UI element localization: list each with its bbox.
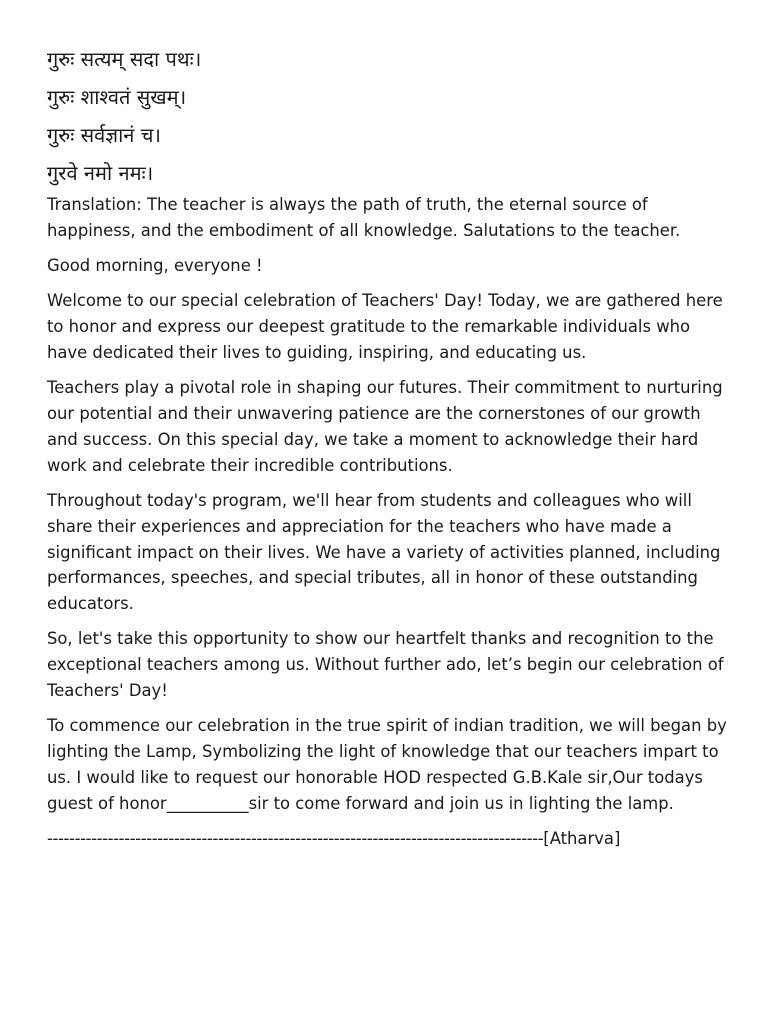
greeting-paragraph: Good morning, everyone ! — [47, 256, 263, 276]
shloka-line-4: गुरवे नमो नमः। — [47, 161, 154, 185]
shloka-line-2: गुरुः शाश्वतं सुखम्। — [47, 85, 187, 109]
translation-paragraph: Translation: The teacher is always the path of truth, the eternal source of happiness, and the embodiment of all knowledge. Salutations to the teacher. — [47, 195, 681, 240]
shloka-line-1: गुरुः सत्यम् सदा पथः। — [47, 47, 202, 71]
thanks-paragraph: So, let's take this opportunity to show our heartfelt thanks and recognition to the exceptional teachers among us. Without further ado, let’s begin our celebration of Teachers' Day! — [47, 629, 724, 701]
program-paragraph: Throughout today's program, we'll hear from students and colleagues who will share their experiences and appreciation for the teachers who have made a significant impact on their lives. We have a variety of activities planned, including performances, speeches, and special tributes, all in honor of these outstanding educators. — [47, 490, 721, 614]
welcome-paragraph: Welcome to our special celebration of Teachers' Day! Today, we are gathered here to honor and express our deepest gratitude to the remarkable individuals who have dedicated their lives to guiding, inspiring, and educating us. — [47, 291, 723, 362]
sanskrit-shloka — [47, 40, 727, 192]
teachers-role-paragraph: Teachers play a pivotal role in shaping our futures. Their commitment to nurturing our potential and their unwavering patience are the cornerstones of our growth and success. On this special day, we take a moment to acknowledge their hard work and celebrate their incredible contributions. — [47, 378, 723, 475]
signature-name: [Atharva] — [543, 829, 621, 849]
speech-document — [47, 40, 727, 852]
lamp-lighting-paragraph: To commence our celebration in the true spirit of indian tradition, we will began by lighting the Lamp, Symbolizing the light of knowledge that our teachers impart to us. I would like to request our honorable HOD respected G.B.Kale sir,Our todays guest of honor__________sir to come forward and join us in lighting the lamp. — [47, 716, 727, 813]
signature-line — [47, 826, 727, 852]
shloka-line-3: गुरुः सर्वज्ञानं च। — [47, 123, 161, 147]
signature-dashes: ------------------------------------------------------------------------------------------ — [47, 829, 544, 849]
